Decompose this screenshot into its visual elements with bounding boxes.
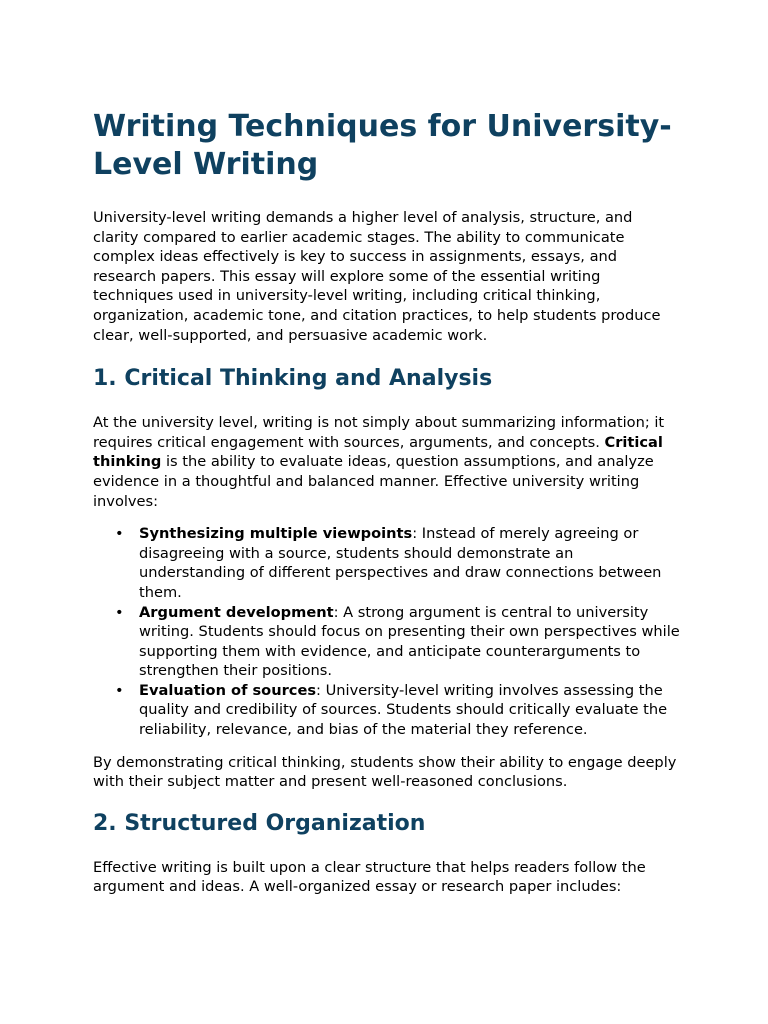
section-1-paragraph-start: At the university level, writing is not simply about summarizing information; it requires critical engagement with sources, arguments, and concepts. <box>93 414 665 451</box>
page-title: Writing Techniques for University-Level Writing <box>93 109 672 182</box>
list-item <box>115 524 680 602</box>
list-item-term: Synthesizing multiple viewpoints <box>139 525 413 543</box>
bullet-icon: • <box>115 681 124 699</box>
section-1-heading: 1. Critical Thinking and Analysis <box>93 366 493 392</box>
section-1-paragraph-end: is the ability to evaluate ideas, question assumptions, and analyze evidence in a thoughtful and balanced manner. Effective university writing involves: <box>93 453 654 510</box>
list-item-term: Argument development <box>139 603 334 621</box>
list-item-text: : A strong argument is central to university writing. Students should focus on presenting their own perspectives while supporting them with evidence, and anticipate counterarguments to strengthen their positions. <box>139 603 680 680</box>
list-item-text: : University-level writing involves assessing the quality and credibility of sources. Students should critically evaluate the reliability, relevance, and bias of the material they reference. <box>139 681 668 739</box>
intro-paragraph: University-level writing demands a higher level of analysis, structure, and clarity compared to earlier academic stages. The ability to communicate complex ideas effectively is key to success in assignments, essays, and research papers. This essay will explore some of the essential writing techniques used in university-level writing, including critical thinking, organization, academic tone, and citation practices, to help students produce clear, well-supported, and persuasive academic work. <box>93 209 661 344</box>
section-2-paragraph: Effective writing is built upon a clear structure that helps readers follow the argument and ideas. A well-organized essay or research paper includes: <box>93 858 646 896</box>
bullet-icon: • <box>115 603 124 621</box>
section-1-paragraph <box>93 413 680 511</box>
list-item-term: Evaluation of sources <box>139 681 317 699</box>
section-1-bullet-list <box>93 524 680 740</box>
list-item <box>115 603 680 681</box>
section-1-closing-paragraph: By demonstrating critical thinking, students show their ability to engage deeply with their subject matter and present well-reasoned conclusions. <box>93 753 677 791</box>
list-item-text: : Instead of merely agreeing or disagreeing with a source, students should demonstrate an understanding of different perspectives and draw connections between them. <box>139 525 662 601</box>
list-item <box>115 681 680 740</box>
section-1-bold-term: Critical thinking <box>93 433 663 471</box>
section-2-heading: 2. Structured Organization <box>93 810 426 836</box>
bullet-icon: • <box>115 525 124 543</box>
